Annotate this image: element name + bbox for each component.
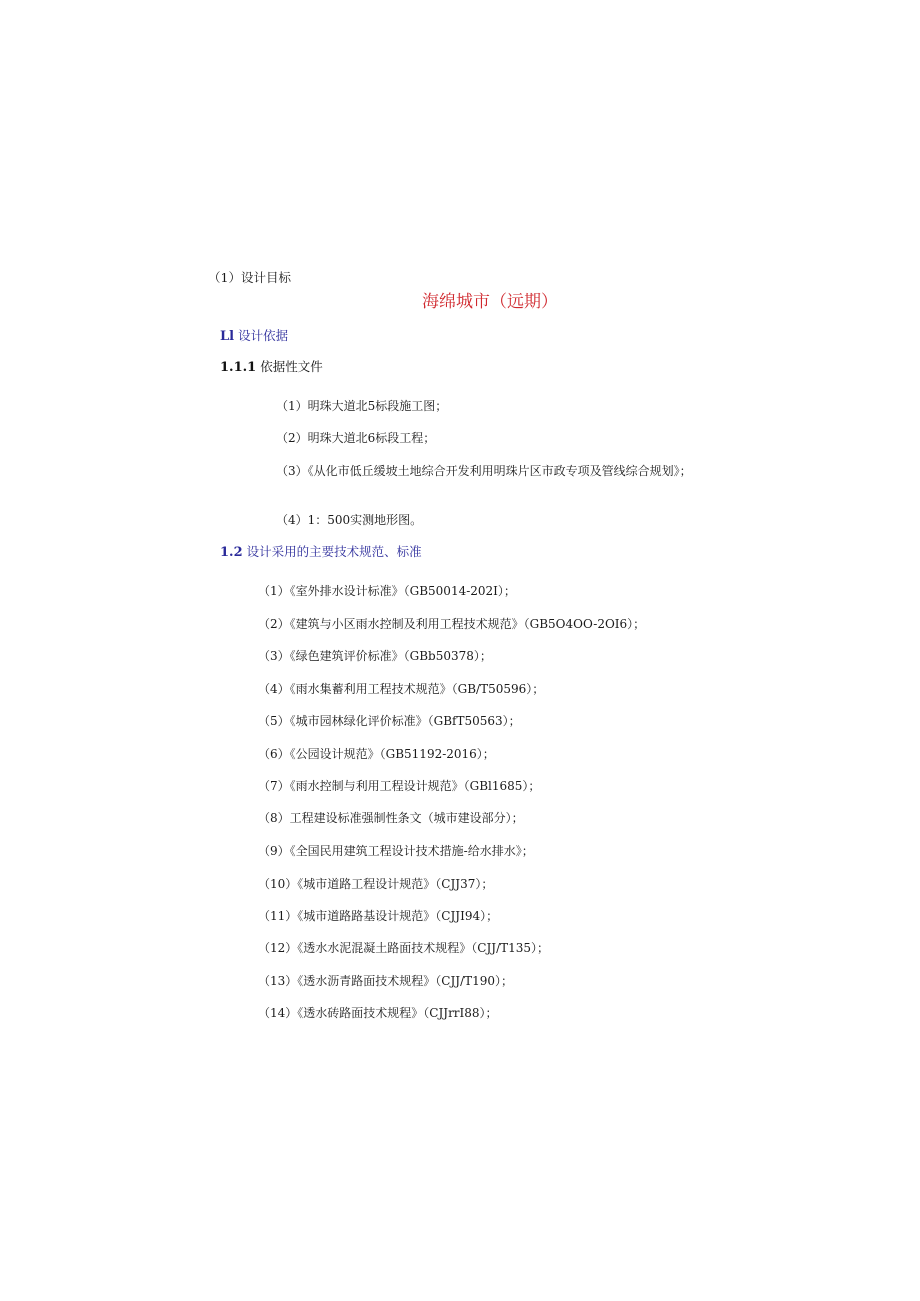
standard-item: （12）《透水水泥混凝土路面技术规程》（CJJ/T135）； (258, 941, 550, 955)
section-label: 设计采用的主要技术规范、标准 (246, 544, 422, 559)
basis-doc-item: （1）明珠大道北5标段施工图； (276, 399, 448, 413)
standard-item: （13）《透水沥青路面技术规程》（CJJ/T190）； (258, 974, 514, 988)
section-heading-standards (220, 544, 422, 561)
design-goal-heading: （1）设计目标 (208, 270, 291, 285)
section-label: 设计依据 (238, 328, 289, 343)
standard-item: （10）《城市道路工程设计规范》（CJJ37）； (258, 877, 494, 891)
section-number: 1.2 (220, 545, 243, 560)
standard-item: （8）工程建设标准强制性条文（城市建设部分）； (258, 811, 524, 825)
basis-doc-item: （3）《从化市低丘缓坡土地综合开发利用明珠片区市政专项及管线综合规划》； (276, 464, 692, 478)
subsection-number: 1.1.1 (220, 360, 257, 375)
standard-item: （11）《城市道路路基设计规范》（CJJI94）； (258, 909, 499, 923)
basis-doc-item: （4）1：500实测地形图。 (276, 513, 423, 527)
standard-item: （1）《室外排水设计标准》（GB50014-202I）； (258, 584, 516, 598)
standard-item: （5）《城市园林绿化评价标准》（GBfT50563）； (258, 714, 521, 728)
section-heading-design-basis (220, 328, 288, 345)
standard-item: （7）《雨水控制与利用工程设计规范》（GBl1685）； (258, 779, 541, 793)
section-number: Ll (220, 329, 235, 344)
standard-item: （2）《建筑与小区雨水控制及利用工程技术规范》（GB5O4OO-2OI6）； (258, 617, 646, 631)
standard-item: （4）《雨水集蓄利用工程技术规范》（GB/T50596）； (258, 682, 545, 696)
subsection-heading-basis-docs (220, 359, 323, 376)
standard-item: （3）《绿色建筑评价标准》（GBb50378）； (258, 649, 492, 663)
basis-doc-item: （2）明珠大道北6标段工程； (276, 431, 436, 445)
standard-item: （6）《公园设计规范》（GB51192-2016）； (258, 747, 495, 761)
subsection-label: 依据性文件 (260, 359, 323, 374)
standard-item: （9）《全国民用建筑工程设计技术措施-给水排水》； (258, 844, 534, 858)
standard-item: （14）《透水砖路面技术规程》（CJJrrI88）； (258, 1006, 498, 1020)
page-title: 海绵城市（远期） (422, 292, 558, 312)
